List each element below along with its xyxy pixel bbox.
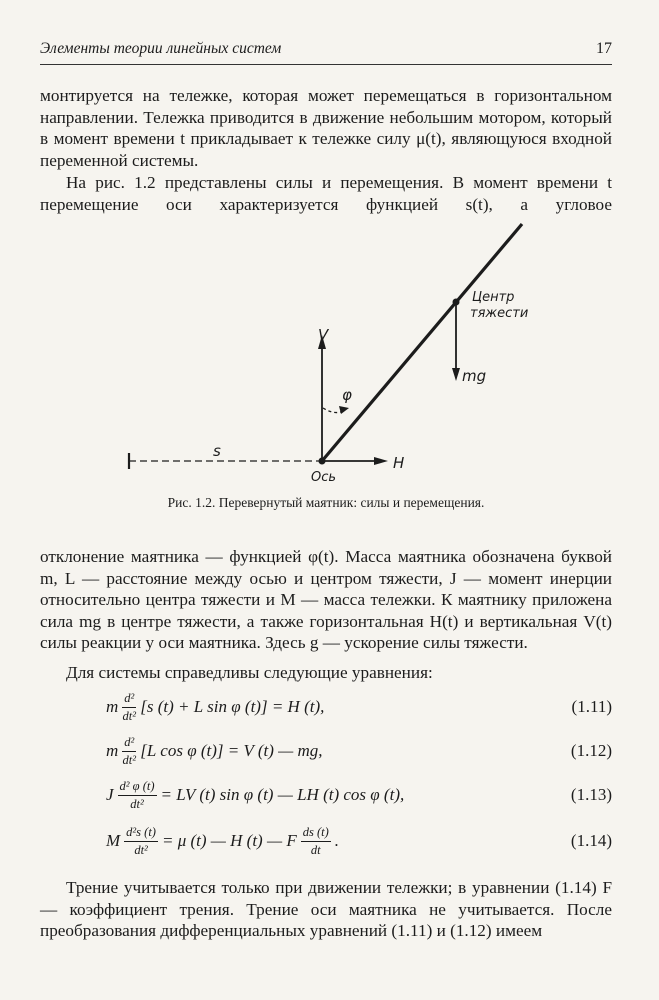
eq-rest-2: . bbox=[334, 831, 340, 850]
eq-coef: J bbox=[106, 785, 114, 804]
label-mg: mg bbox=[462, 367, 487, 385]
pendulum-rod bbox=[322, 224, 522, 461]
pendulum-diagram bbox=[40, 218, 612, 488]
eq-rest: = LV (t) sin φ (t) — LH (t) cos φ (t), bbox=[160, 785, 405, 804]
derivative-fraction: $\frac{\text{d²}}{\text{dt²}}$ bbox=[122, 690, 137, 723]
center-of-gravity-point bbox=[453, 299, 460, 306]
label-center-line2: тяжести bbox=[470, 306, 529, 321]
derivative-fraction: $\frac{\text{d²}}{\text{dt²}}$ bbox=[122, 734, 137, 767]
eq-rest: = μ (t) — H (t) — F bbox=[161, 831, 297, 850]
eq-coef: m bbox=[106, 741, 119, 760]
equation-number: (1.12) bbox=[570, 741, 612, 760]
equation-1-14 bbox=[106, 816, 612, 866]
equation-1-12 bbox=[106, 726, 612, 776]
mg-arrowhead bbox=[452, 368, 460, 381]
pendulum-figure bbox=[40, 218, 612, 488]
page-number: 17 bbox=[596, 40, 612, 57]
running-title: Элементы теории линейных систем bbox=[40, 40, 282, 57]
paragraph-2: На рис. 1.2 представлены силы и перемещения. В момент времени t перемещение оси характеризуется функцией s(t), а угловое bbox=[40, 173, 612, 214]
pivot-point bbox=[319, 458, 326, 465]
equation-number: (1.13) bbox=[570, 785, 612, 804]
derivative-fraction-2: $\frac{ds (t)}{dt}$ bbox=[302, 824, 329, 857]
equation-number: (1.14) bbox=[570, 831, 612, 850]
eq-rest: [L cos φ (t)] = V (t) — mg, bbox=[140, 741, 323, 760]
equation-1-13 bbox=[106, 770, 612, 820]
h-arrowhead bbox=[374, 457, 388, 465]
label-v: V bbox=[318, 326, 329, 344]
label-s: s bbox=[213, 442, 221, 460]
paragraph-1: монтируется на тележке, которая может перемещаться в горизонтальном направлении. Тележка приводится в движение небольшим мотором, который в момент времени t прикладывает к тележке силу μ(t), являющуюся входной переменной системы. bbox=[40, 86, 612, 170]
phi-arrowhead bbox=[339, 406, 349, 414]
label-h: H bbox=[393, 454, 405, 472]
eq-coef: m bbox=[106, 697, 119, 716]
label-axis: Ось bbox=[311, 470, 337, 485]
equation-number: (1.11) bbox=[571, 697, 612, 716]
paragraph-3: отклонение маятника — функцией φ(t). Масса маятника обозначена буквой m, L — расстояние между осью и центром тяжести, J — момент инерции относительно центра тяжести и M — масса тележки. К маятнику приложена сила mg в центре тяжести, а также горизонтальная H(t) и вертикальная V(t) силы реакции у оси маятника. Здесь g — ускорение силы тяжести. bbox=[40, 547, 612, 652]
paragraph-4: Для системы справедливы следующие уравнения: bbox=[66, 663, 433, 682]
label-center-line1: Центр bbox=[472, 290, 515, 305]
running-header bbox=[40, 36, 612, 65]
eq-coef: M bbox=[106, 831, 121, 850]
derivative-fraction: $\frac{\text{d² φ (t)}}{\text{dt²}}$ bbox=[119, 778, 155, 811]
label-phi: φ bbox=[342, 386, 352, 404]
eq-rest: [s (t) + L sin φ (t)] = H (t), bbox=[140, 697, 325, 716]
equation-1-11 bbox=[106, 682, 612, 732]
derivative-fraction: $\frac{\text{d²s (t)}}{\text{dt²}}$ bbox=[126, 824, 156, 857]
paragraph-5: Трение учитывается только при движении тележки; в уравнении (1.14) F — коэффициент трения. Трение оси маятника не учитывается. После преобразования дифференциальных уравнений (1.11) и (1.12) имеем bbox=[40, 878, 612, 940]
figure-caption: Рис. 1.2. Перевернутый маятник: силы и перемещения. bbox=[167, 495, 485, 510]
